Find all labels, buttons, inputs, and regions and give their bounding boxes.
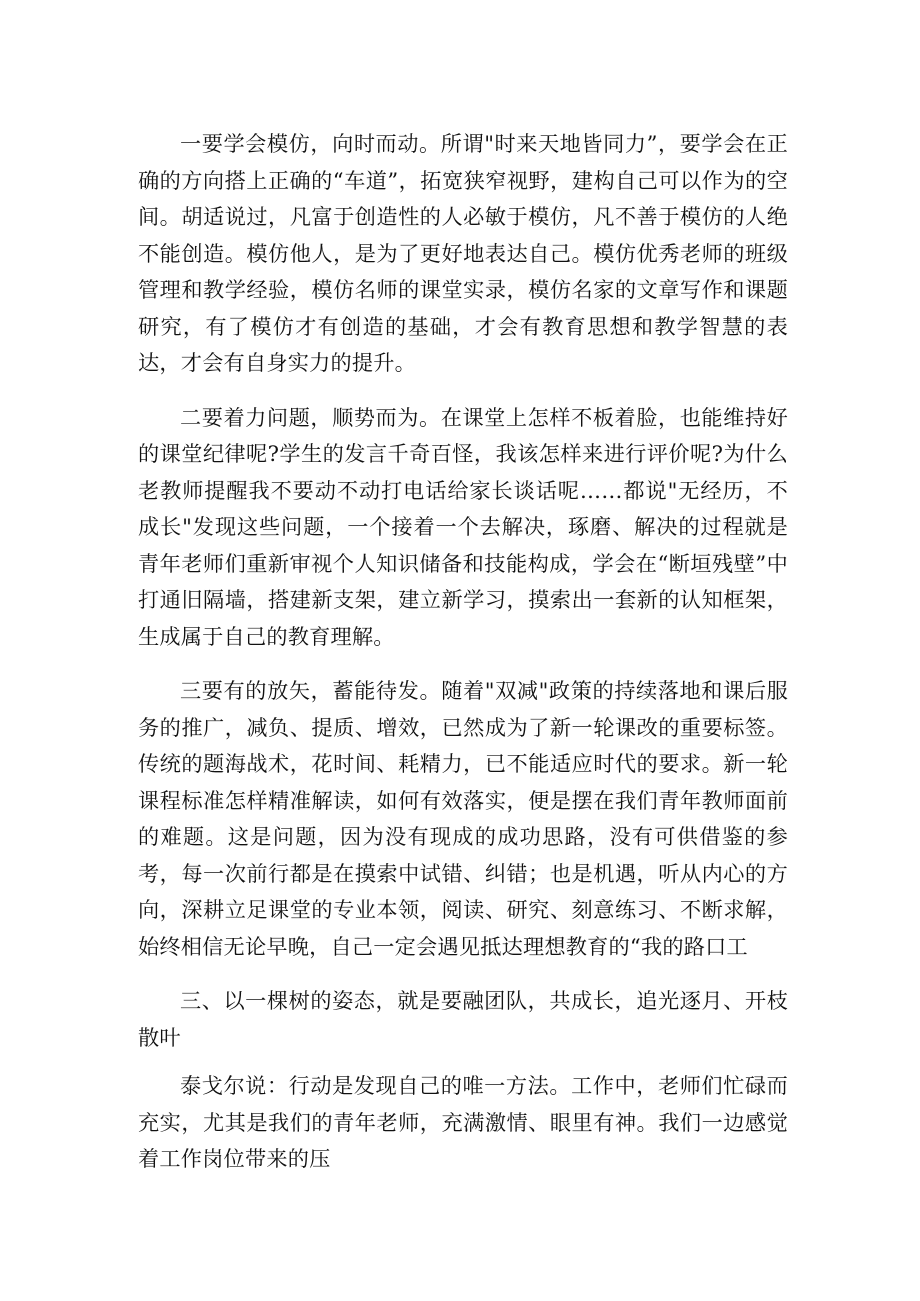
paragraph-imitation: 一要学会模仿，向时而动。所谓"时来天地皆同力”，要学会在正确的方向搭上正确的“车道”，拓宽狭窄视野，建构自己可以作为的空间。胡适说过，凡富于创造性的人必敏于模仿，凡不善于模仿的人绝不能创造。模仿他人，是为了更好地表达自己。模仿优秀老师的班级管理和教学经验，模仿名师的课堂实录，模仿名家的文章写作和课题研究，有了模仿才有创造的基础，才会有教育思想和教学智慧的表达，才会有自身实力的提升。 bbox=[138, 131, 788, 375]
paragraph-targeted: 三要有的放矢，蓄能待发。随着"双减"政策的持续落地和课后服务的推广，减负、提质、增效，已然成为了新一轮课改的重要标签。传统的题海战术，花时间、耗精力，已不能适应时代的要求。新一轮课程标准怎样精准解读，如何有效落实，便是摆在我们青年教师面前的难题。这是问题，因为没有现成的成功思路，没有可供借鉴的参考，每一次前行都是在摸索中试错、纠错；也是机遇，听从内心的方向，深耕立足课堂的专业本领，阅读、研究、刻意练习、不断求解，始终相信无论早晚，自己一定会遇见抵达理想教育的“我的路口工 bbox=[138, 678, 788, 959]
paragraph-tagore: 泰戈尔说：行动是发现自己的唯一方法。工作中，老师们忙碌而充实，尤其是我们的青年老师，充满激情、眼里有神。我们一边感觉着工作岗位带来的压 bbox=[138, 1073, 788, 1171]
paragraph-problems: 二要着力问题，顺势而为。在课堂上怎样不板着脸，也能维持好的课堂纪律呢?学生的发言千奇百怪，我该怎样来进行评价呢?为什么老教师提醒我不要动不动打电话给家长谈话呢……都说"无经历，不成长"发现这些问题，一个接着一个去解决，琢磨、解决的过程就是青年老师们重新审视个人知识储备和技能构成，学会在“断垣残壁”中打通旧隔墙，搭建新支架，建立新学习，摸索出一套新的认知框架，生成属于自己的教育理解。 bbox=[138, 404, 788, 649]
document-body bbox=[138, 126, 788, 1178]
section-heading-tree: 三、以一棵树的姿态，就是要融团队，共成长，追光逐月、开枝散叶 bbox=[138, 988, 788, 1050]
